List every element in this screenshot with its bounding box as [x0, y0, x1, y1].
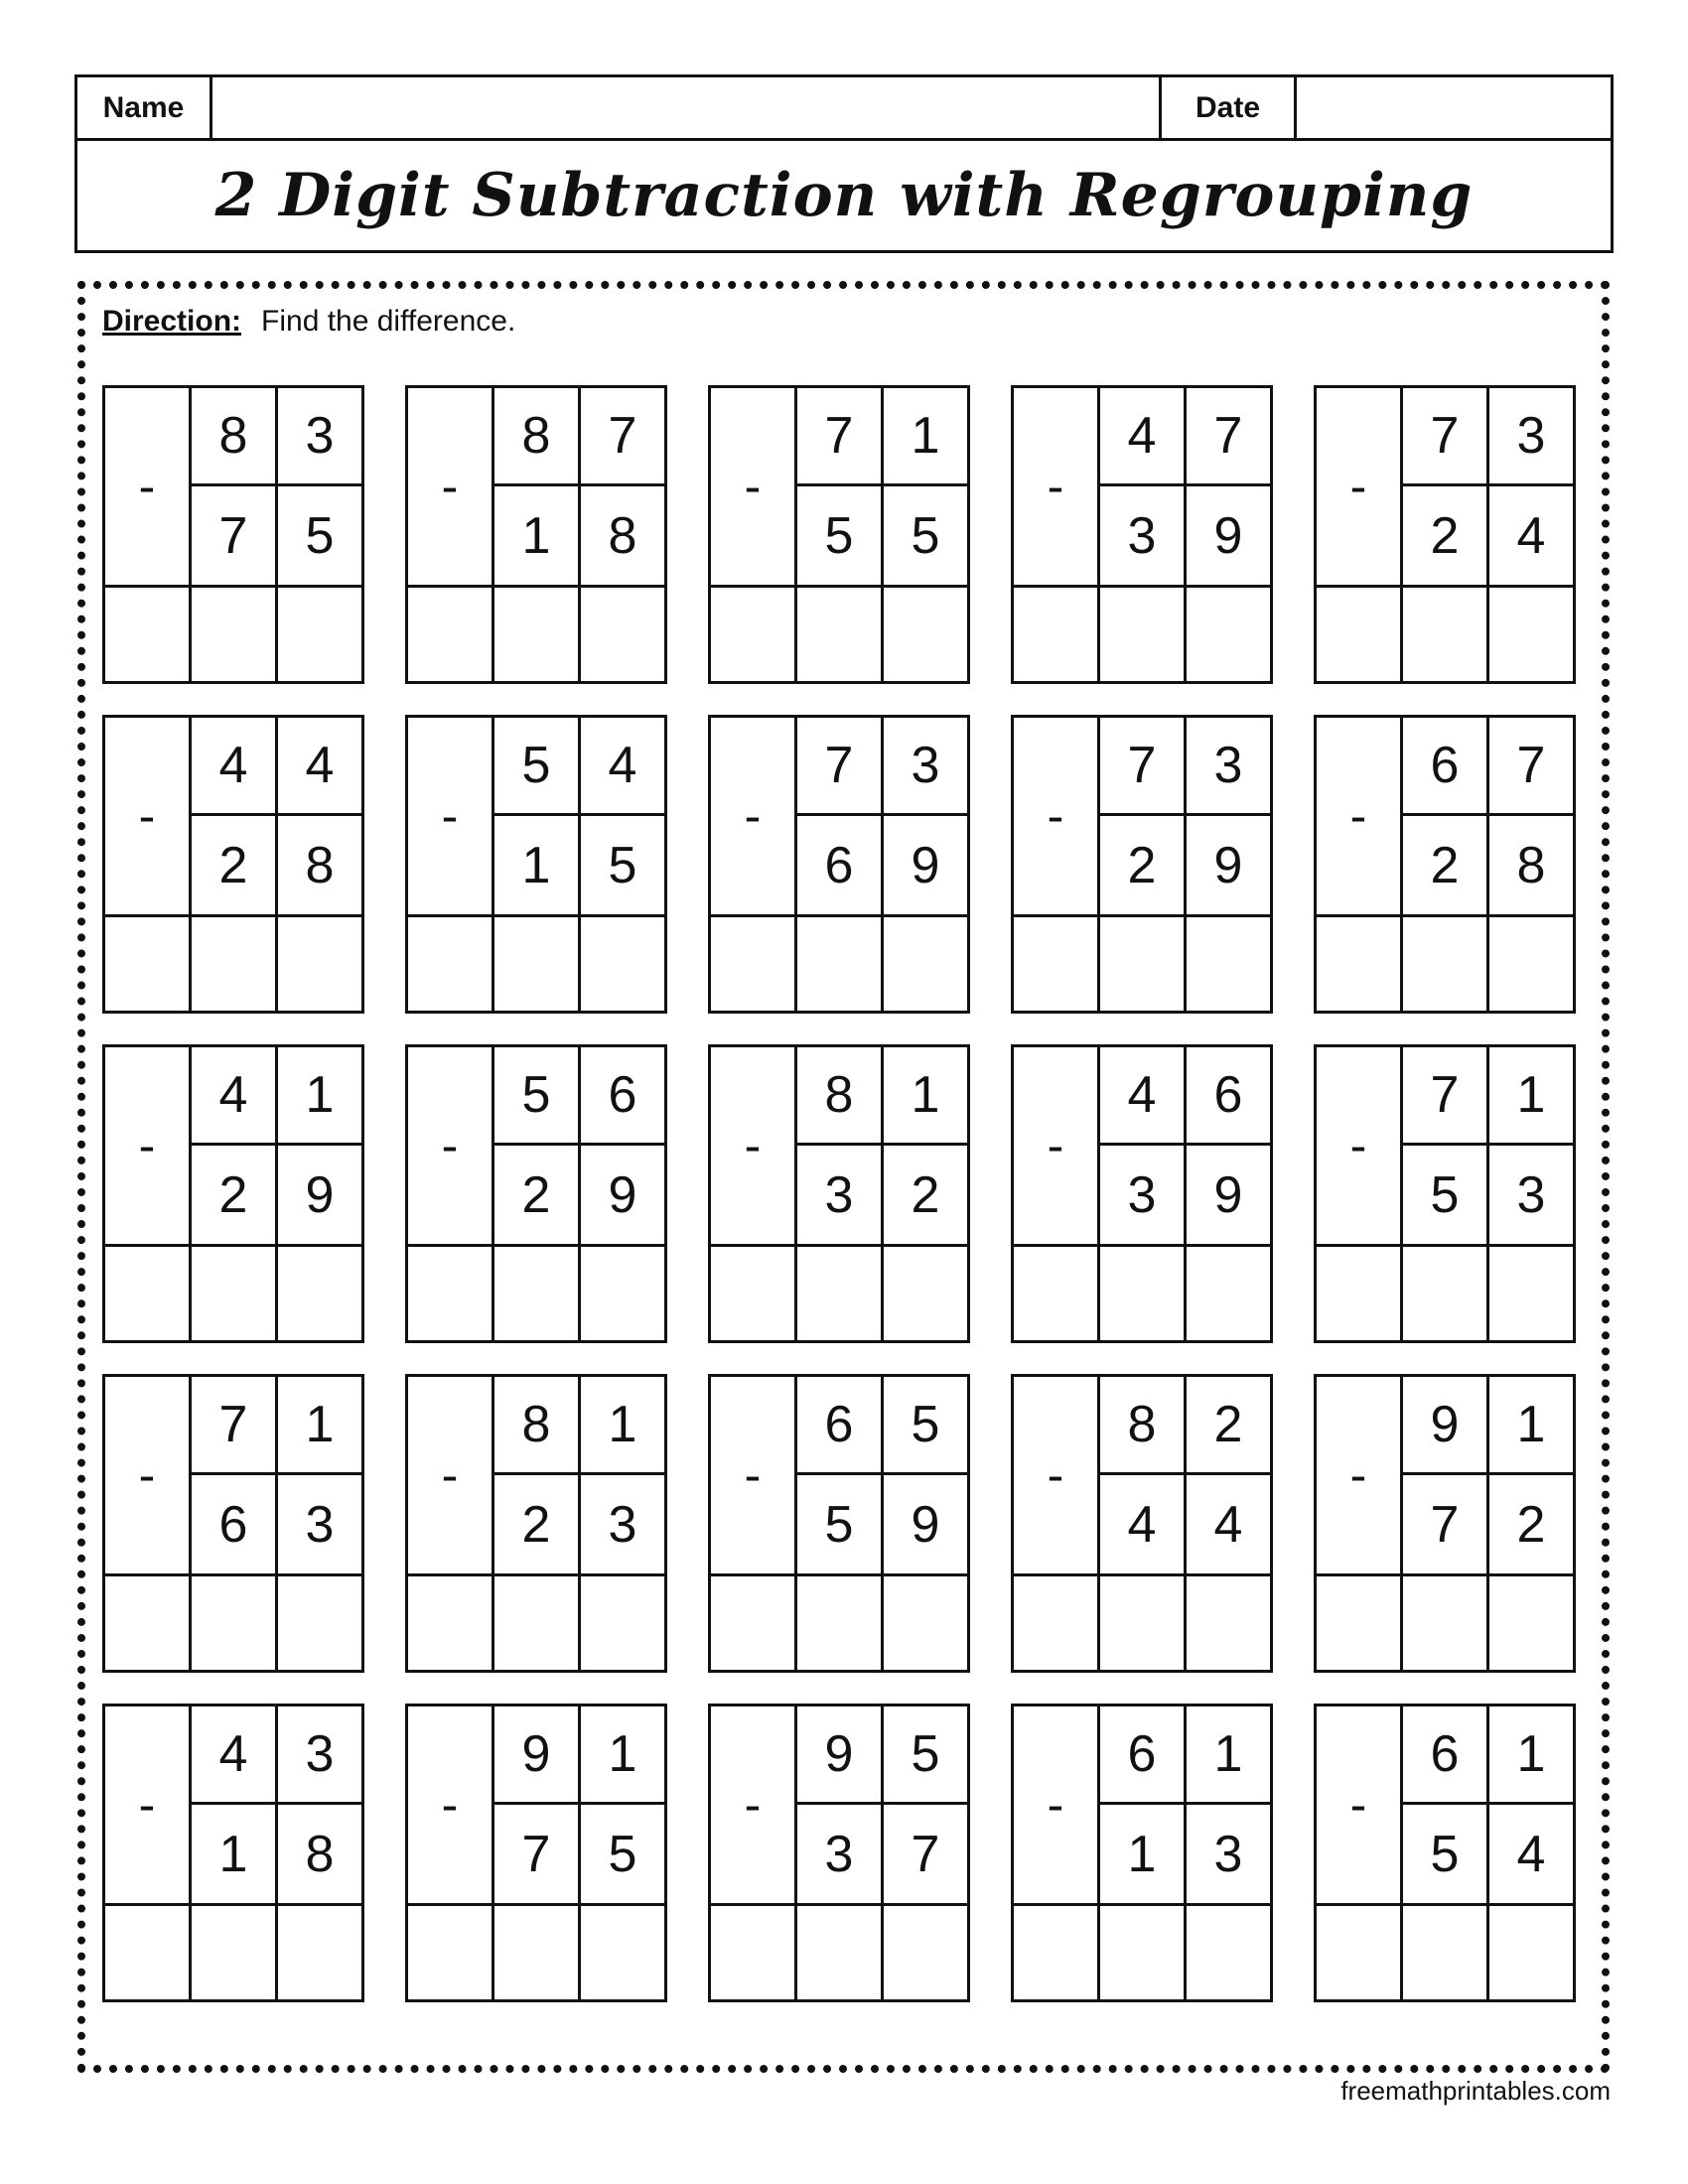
worksheet-header — [74, 74, 1614, 253]
minuend-ones-digit: 4 — [278, 718, 361, 816]
minuend-ones-digit: 1 — [884, 1047, 967, 1146]
minuend-ones-digit: 1 — [581, 1377, 664, 1475]
minus-sign: - — [1317, 1706, 1403, 1903]
answer-blank-cell[interactable] — [105, 1903, 192, 1999]
minuend-tens-digit: 8 — [494, 388, 581, 486]
answer-blank-cell[interactable] — [408, 914, 494, 1011]
minuend-tens-digit: 7 — [192, 1377, 278, 1475]
subtrahend-ones-digit: 9 — [911, 1495, 940, 1554]
minuend-tens-digit: 4 — [1100, 1047, 1187, 1146]
subtraction-problem — [708, 1704, 970, 2002]
answer-tens-cell[interactable] — [192, 1244, 278, 1340]
minuend-ones-digit: 1 — [1187, 1706, 1270, 1805]
answer-ones-cell[interactable] — [1187, 585, 1270, 681]
answer-blank-cell[interactable] — [1014, 585, 1100, 681]
answer-ones-cell[interactable] — [278, 914, 361, 1011]
subtraction-problem — [405, 1374, 667, 1673]
answer-tens-cell[interactable] — [192, 585, 278, 681]
answer-ones-cell[interactable] — [581, 585, 664, 681]
minuend-ones-digit: 1 — [1489, 1377, 1573, 1475]
answer-blank-cell[interactable] — [711, 1244, 797, 1340]
subtraction-problem — [1314, 385, 1576, 684]
answer-ones-cell[interactable] — [1489, 1573, 1573, 1670]
subtrahend-tens-digit: 2 — [1403, 816, 1489, 914]
minuend-tens-digit: 4 — [192, 1706, 278, 1805]
answer-tens-cell[interactable] — [1100, 1573, 1187, 1670]
minuend-tens-digit: 4 — [192, 718, 278, 816]
minuend-tens-digit: 7 — [1403, 388, 1489, 486]
subtrahend-ones-digit: 5 — [911, 506, 940, 565]
subtraction-problem — [708, 1374, 970, 1673]
minuend-ones-digit: 2 — [1187, 1377, 1270, 1475]
answer-blank-cell[interactable] — [1014, 1244, 1100, 1340]
minuend-ones-digit: 6 — [1187, 1047, 1270, 1146]
minus-sign: - — [105, 1377, 192, 1573]
subtrahend-tens-digit: 2 — [1100, 816, 1187, 914]
minuend-tens-digit: 4 — [192, 1047, 278, 1146]
minuend-tens-digit: 5 — [494, 1047, 581, 1146]
minus-sign: - — [1014, 1047, 1100, 1244]
subtrahend-tens-digit: 3 — [797, 1805, 884, 1903]
answer-blank-cell[interactable] — [711, 585, 797, 681]
footer-site: freemathprintables.com — [1340, 2076, 1611, 2106]
answer-tens-cell[interactable] — [1100, 585, 1187, 681]
subtrahend-tens-digit: 3 — [797, 1146, 884, 1244]
minus-sign: - — [711, 718, 797, 914]
minuend-ones-digit: 1 — [1489, 1047, 1573, 1146]
answer-tens-cell[interactable] — [1100, 1244, 1187, 1340]
answer-ones-cell[interactable] — [1187, 914, 1270, 1011]
minuend-tens-digit: 6 — [1100, 1706, 1187, 1805]
answer-tens-cell[interactable] — [192, 1903, 278, 1999]
answer-ones-cell[interactable] — [884, 585, 967, 681]
answer-ones-cell[interactable] — [278, 1244, 361, 1340]
minus-sign: - — [711, 1377, 797, 1573]
minuend-ones-digit: 7 — [1187, 388, 1270, 486]
subtrahend-ones-digit: 8 — [305, 836, 335, 894]
minuend-ones-digit: 7 — [581, 388, 664, 486]
subtrahend-ones-digit: 8 — [305, 1825, 335, 1883]
subtraction-problem — [102, 715, 364, 1014]
minus-sign: - — [711, 388, 797, 585]
answer-blank-cell[interactable] — [1317, 585, 1403, 681]
subtraction-problem — [405, 385, 667, 684]
minuend-tens-digit: 8 — [1100, 1377, 1187, 1475]
subtrahend-tens-digit: 3 — [1100, 486, 1187, 585]
minuend-ones-digit: 1 — [278, 1377, 361, 1475]
subtrahend-tens-digit: 4 — [1100, 1475, 1187, 1573]
subtraction-problem — [102, 1374, 364, 1673]
answer-tens-cell[interactable] — [1403, 585, 1489, 681]
subtraction-problem — [405, 1044, 667, 1343]
answer-blank-cell[interactable] — [408, 1903, 494, 1999]
answer-tens-cell[interactable] — [494, 585, 581, 681]
subtrahend-ones-digit: 9 — [1213, 1165, 1243, 1224]
answer-blank-cell[interactable] — [1014, 914, 1100, 1011]
answer-tens-cell[interactable] — [1100, 914, 1187, 1011]
minus-sign: - — [1014, 718, 1100, 914]
subtrahend-tens-digit: 1 — [1100, 1805, 1187, 1903]
answer-blank-cell[interactable] — [1317, 1903, 1403, 1999]
direction — [102, 304, 515, 340]
answer-tens-cell[interactable] — [797, 1903, 884, 1999]
date-field[interactable] — [1297, 77, 1611, 138]
subtrahend-ones-digit: 9 — [1213, 506, 1243, 565]
answer-blank-cell[interactable] — [408, 1573, 494, 1670]
answer-tens-cell[interactable] — [192, 1573, 278, 1670]
name-field[interactable] — [212, 77, 1162, 138]
minuend-ones-digit: 1 — [1489, 1706, 1573, 1805]
answer-blank-cell[interactable] — [1014, 1903, 1100, 1999]
minuend-ones-digit: 3 — [1187, 718, 1270, 816]
name-label: Name — [77, 77, 212, 138]
subtraction-problem — [1011, 385, 1273, 684]
answer-ones-cell[interactable] — [884, 1573, 967, 1670]
subtrahend-tens-digit: 3 — [1100, 1146, 1187, 1244]
subtrahend-tens-digit: 5 — [797, 486, 884, 585]
subtraction-problem — [102, 1704, 364, 2002]
answer-ones-cell[interactable] — [1489, 1903, 1573, 1999]
subtrahend-tens-digit: 2 — [192, 816, 278, 914]
subtraction-problem — [1011, 1704, 1273, 2002]
minuend-tens-digit: 7 — [797, 718, 884, 816]
answer-ones-cell[interactable] — [581, 1573, 664, 1670]
minus-sign: - — [1317, 388, 1403, 585]
minuend-ones-digit: 1 — [278, 1047, 361, 1146]
subtrahend-tens-digit: 1 — [494, 486, 581, 585]
minuend-ones-digit: 3 — [884, 718, 967, 816]
answer-ones-cell[interactable] — [278, 1573, 361, 1670]
subtrahend-ones-digit: 4 — [1516, 506, 1546, 565]
minus-sign: - — [1014, 388, 1100, 585]
subtrahend-tens-digit: 7 — [1403, 1475, 1489, 1573]
answer-blank-cell[interactable] — [1014, 1573, 1100, 1670]
answer-blank-cell[interactable] — [408, 1244, 494, 1340]
subtrahend-tens-digit: 5 — [1403, 1146, 1489, 1244]
minuend-tens-digit: 7 — [1100, 718, 1187, 816]
subtrahend-ones-digit: 3 — [305, 1495, 335, 1554]
answer-blank-cell[interactable] — [1317, 914, 1403, 1011]
subtrahend-ones-digit: 5 — [305, 506, 335, 565]
subtrahend-ones-digit: 9 — [911, 836, 940, 894]
subtraction-problem — [1314, 1374, 1576, 1673]
subtrahend-ones-digit: 3 — [1516, 1165, 1546, 1224]
subtrahend-tens-digit: 6 — [192, 1475, 278, 1573]
minus-sign: - — [1317, 1047, 1403, 1244]
subtrahend-ones-digit: 9 — [608, 1165, 637, 1224]
answer-tens-cell[interactable] — [797, 1244, 884, 1340]
subtrahend-ones-digit: 3 — [1213, 1825, 1243, 1883]
subtrahend-ones-digit: 8 — [1516, 836, 1546, 894]
answer-tens-cell[interactable] — [797, 585, 884, 681]
minuend-tens-digit: 9 — [1403, 1377, 1489, 1475]
minuend-ones-digit: 3 — [278, 388, 361, 486]
subtraction-problem — [1011, 715, 1273, 1014]
minus-sign: - — [408, 1377, 494, 1573]
minuend-ones-digit: 1 — [581, 1706, 664, 1805]
subtrahend-tens-digit: 2 — [494, 1146, 581, 1244]
answer-blank-cell[interactable] — [105, 1244, 192, 1340]
minuend-tens-digit: 7 — [1403, 1047, 1489, 1146]
answer-ones-cell[interactable] — [581, 1903, 664, 1999]
subtrahend-tens-digit: 2 — [494, 1475, 581, 1573]
name-date-row — [77, 77, 1611, 141]
subtrahend-ones-digit: 2 — [1516, 1495, 1546, 1554]
subtrahend-tens-digit: 7 — [192, 486, 278, 585]
minuend-tens-digit: 8 — [797, 1047, 884, 1146]
minus-sign: - — [711, 1706, 797, 1903]
subtrahend-ones-digit: 3 — [608, 1495, 637, 1554]
subtraction-problem — [102, 385, 364, 684]
subtraction-problem — [708, 715, 970, 1014]
subtraction-problem — [1314, 1704, 1576, 2002]
answer-blank-cell[interactable] — [105, 1573, 192, 1670]
answer-ones-cell[interactable] — [581, 1244, 664, 1340]
answer-tens-cell[interactable] — [1403, 1244, 1489, 1340]
answer-tens-cell[interactable] — [494, 1573, 581, 1670]
minus-sign: - — [408, 1047, 494, 1244]
answer-ones-cell[interactable] — [1489, 585, 1573, 681]
minus-sign: - — [711, 1047, 797, 1244]
subtrahend-ones-digit: 5 — [608, 836, 637, 894]
subtraction-problem — [405, 1704, 667, 2002]
answer-tens-cell[interactable] — [797, 914, 884, 1011]
answer-tens-cell[interactable] — [192, 914, 278, 1011]
minuend-tens-digit: 6 — [1403, 718, 1489, 816]
minuend-tens-digit: 6 — [1403, 1706, 1489, 1805]
minus-sign: - — [1014, 1706, 1100, 1903]
answer-ones-cell[interactable] — [884, 1903, 967, 1999]
answer-tens-cell[interactable] — [1403, 1903, 1489, 1999]
minuend-tens-digit: 8 — [192, 388, 278, 486]
minus-sign: - — [408, 718, 494, 914]
subtrahend-tens-digit: 2 — [1403, 486, 1489, 585]
subtrahend-tens-digit: 5 — [1403, 1805, 1489, 1903]
minus-sign: - — [105, 718, 192, 914]
answer-ones-cell[interactable] — [278, 585, 361, 681]
subtrahend-ones-digit: 9 — [1213, 836, 1243, 894]
answer-blank-cell[interactable] — [711, 914, 797, 1011]
subtraction-problem — [708, 385, 970, 684]
answer-blank-cell[interactable] — [1317, 1573, 1403, 1670]
answer-tens-cell[interactable] — [797, 1573, 884, 1670]
minuend-ones-digit: 6 — [581, 1047, 664, 1146]
subtrahend-ones-digit: 8 — [608, 506, 637, 565]
answer-tens-cell[interactable] — [1100, 1903, 1187, 1999]
subtrahend-ones-digit: 7 — [911, 1825, 940, 1883]
answer-tens-cell[interactable] — [1403, 1573, 1489, 1670]
answer-tens-cell[interactable] — [494, 914, 581, 1011]
answer-ones-cell[interactable] — [1187, 1903, 1270, 1999]
subtrahend-ones-digit: 4 — [1213, 1495, 1243, 1554]
direction-label: Direction: — [102, 305, 242, 338]
subtrahend-ones-digit: 2 — [911, 1165, 940, 1224]
answer-blank-cell[interactable] — [105, 585, 192, 681]
subtraction-problem — [1011, 1374, 1273, 1673]
answer-blank-cell[interactable] — [105, 914, 192, 1011]
answer-blank-cell[interactable] — [711, 1903, 797, 1999]
minuend-ones-digit: 3 — [1489, 388, 1573, 486]
minuend-tens-digit: 5 — [494, 718, 581, 816]
answer-blank-cell[interactable] — [711, 1573, 797, 1670]
minuend-ones-digit: 5 — [884, 1706, 967, 1805]
answer-tens-cell[interactable] — [1403, 914, 1489, 1011]
subtraction-problem — [1314, 1044, 1576, 1343]
subtrahend-tens-digit: 5 — [797, 1475, 884, 1573]
answer-tens-cell[interactable] — [494, 1244, 581, 1340]
worksheet-title: 2 Digit Subtraction with Regrouping — [214, 161, 1474, 230]
subtraction-problem — [102, 1044, 364, 1343]
minus-sign: - — [1317, 1377, 1403, 1573]
answer-blank-cell[interactable] — [1317, 1244, 1403, 1340]
subtraction-problem — [708, 1044, 970, 1343]
subtraction-problem — [1011, 1044, 1273, 1343]
minuend-tens-digit: 4 — [1100, 388, 1187, 486]
subtraction-problem — [1314, 715, 1576, 1014]
subtrahend-tens-digit: 2 — [192, 1146, 278, 1244]
answer-ones-cell[interactable] — [884, 1244, 967, 1340]
subtrahend-tens-digit: 1 — [494, 816, 581, 914]
minuend-tens-digit: 9 — [494, 1706, 581, 1805]
minus-sign: - — [1014, 1377, 1100, 1573]
direction-text: Find the difference. — [261, 305, 516, 338]
subtrahend-tens-digit: 6 — [797, 816, 884, 914]
answer-ones-cell[interactable] — [1187, 1244, 1270, 1340]
answer-ones-cell[interactable] — [1489, 1244, 1573, 1340]
minuend-ones-digit: 7 — [1489, 718, 1573, 816]
minuend-tens-digit: 6 — [797, 1377, 884, 1475]
subtrahend-ones-digit: 4 — [1516, 1825, 1546, 1883]
minuend-ones-digit: 4 — [581, 718, 664, 816]
minuend-ones-digit: 1 — [884, 388, 967, 486]
minus-sign: - — [105, 388, 192, 585]
minus-sign: - — [1317, 718, 1403, 914]
answer-tens-cell[interactable] — [494, 1903, 581, 1999]
minuend-ones-digit: 3 — [278, 1706, 361, 1805]
subtrahend-tens-digit: 7 — [494, 1805, 581, 1903]
answer-ones-cell[interactable] — [884, 914, 967, 1011]
minuend-tens-digit: 7 — [797, 388, 884, 486]
minuend-tens-digit: 8 — [494, 1377, 581, 1475]
minuend-tens-digit: 9 — [797, 1706, 884, 1805]
minus-sign: - — [105, 1706, 192, 1903]
subtraction-problem — [405, 715, 667, 1014]
answer-ones-cell[interactable] — [1489, 914, 1573, 1011]
minus-sign: - — [105, 1047, 192, 1244]
subtrahend-tens-digit: 1 — [192, 1805, 278, 1903]
minus-sign: - — [408, 1706, 494, 1903]
answer-ones-cell[interactable] — [1187, 1573, 1270, 1670]
date-label: Date — [1162, 77, 1297, 138]
minus-sign: - — [408, 388, 494, 585]
answer-blank-cell[interactable] — [408, 585, 494, 681]
answer-ones-cell[interactable] — [581, 914, 664, 1011]
subtrahend-ones-digit: 9 — [305, 1165, 335, 1224]
answer-ones-cell[interactable] — [278, 1903, 361, 1999]
subtrahend-ones-digit: 5 — [608, 1825, 637, 1883]
minuend-ones-digit: 5 — [884, 1377, 967, 1475]
